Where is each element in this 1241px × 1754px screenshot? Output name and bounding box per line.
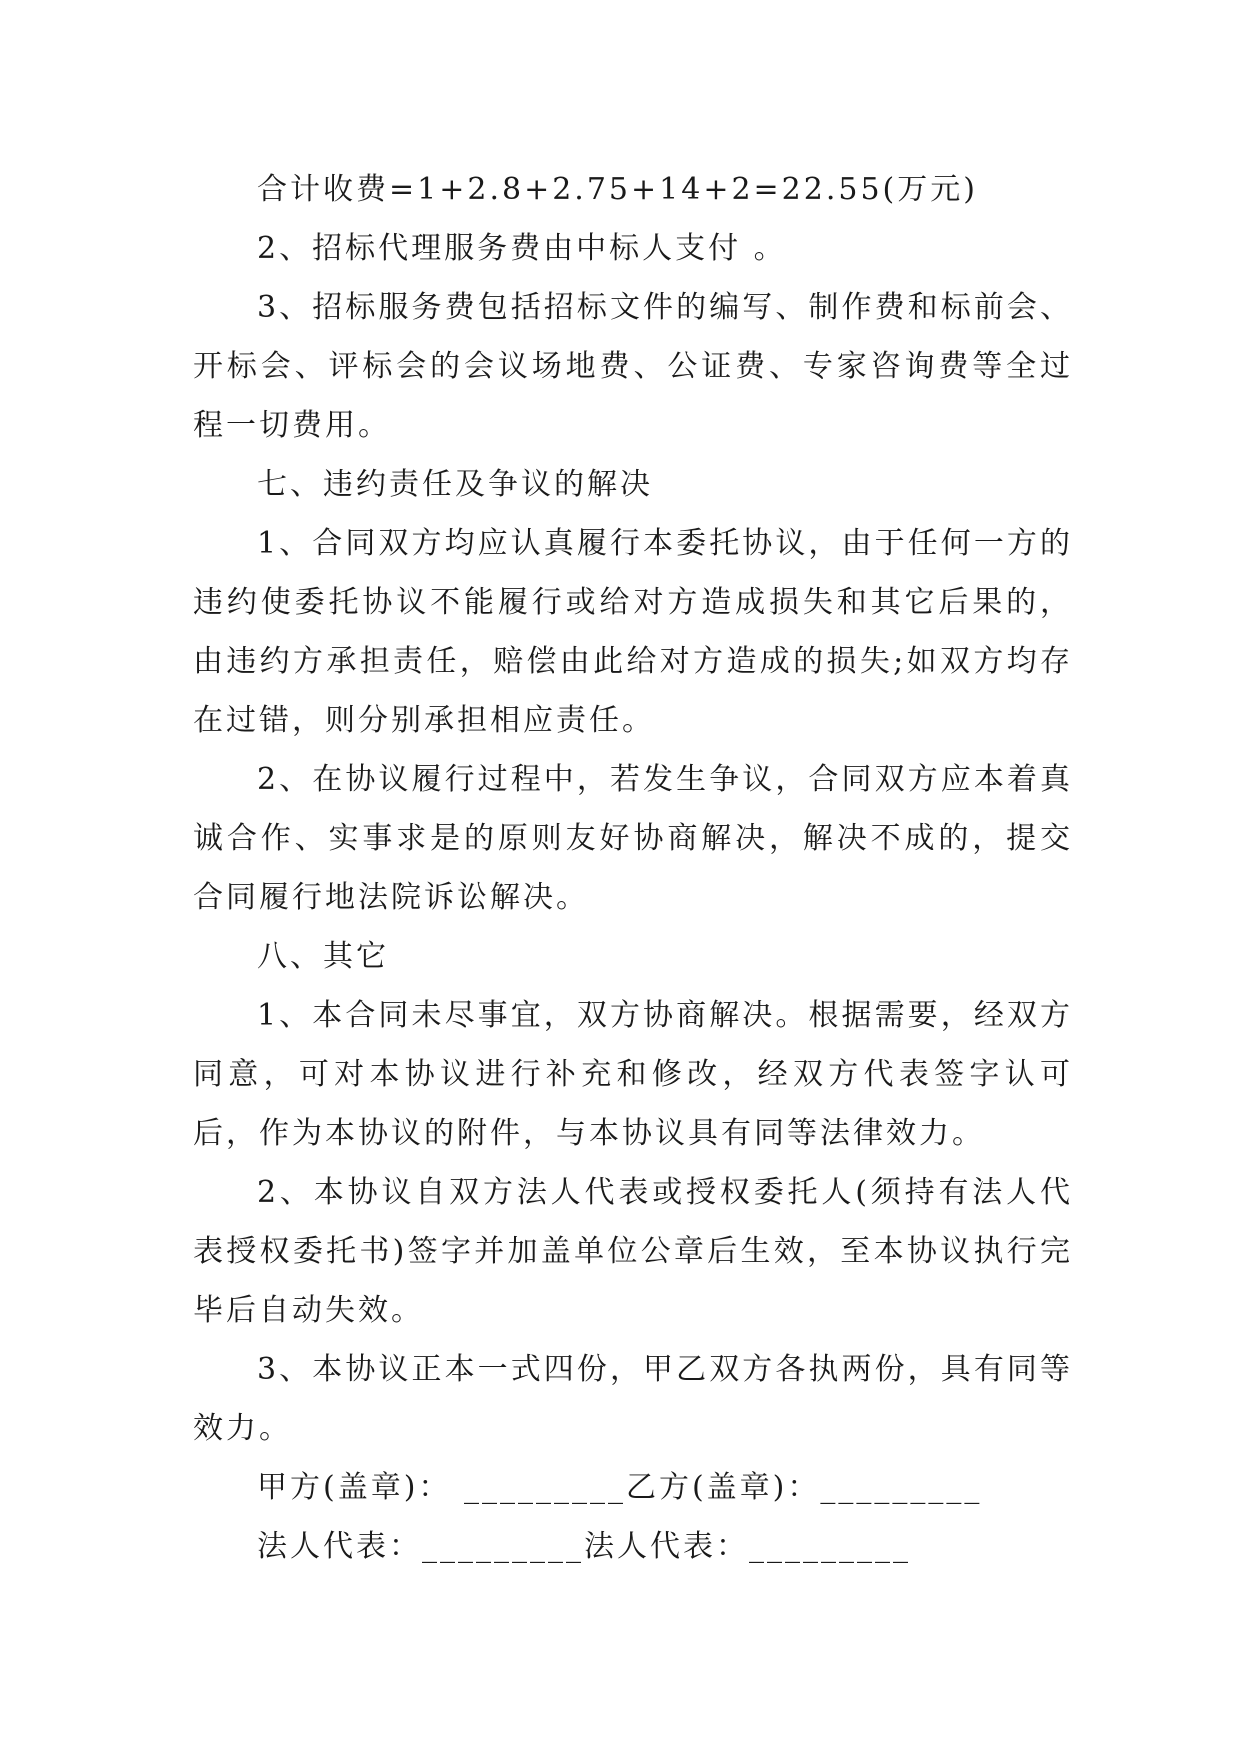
clause-paragraph: 3、本协议正本一式四份，甲乙双方各执两份，具有同等效力。: [193, 1352, 1073, 1446]
party-a-rep-blank: _________: [422, 1529, 584, 1564]
signature-line-representative: [193, 1517, 1073, 1576]
document-body: [193, 160, 1073, 1576]
party-b-rep-blank: _________: [749, 1529, 911, 1564]
party-b-seal-label: 乙方(盖章)：: [625, 1470, 821, 1505]
party-b-rep-label: 法人代表：: [584, 1529, 749, 1564]
fee-total-line: 合计收费=1+2.8+2.75+14+2=22.55(万元): [257, 172, 978, 207]
section-heading: 七、违约责任及争议的解决: [257, 467, 653, 502]
party-a-rep-label: 法人代表：: [257, 1529, 422, 1564]
clause-paragraph: 3、招标服务费包括招标文件的编写、制作费和标前会、开标会、评标会的会议场地费、公证费、专家咨询费等全过程一切费用。: [193, 290, 1073, 443]
clause-paragraph: 2、在协议履行过程中，若发生争议，合同双方应本着真诚合作、实事求是的原则友好协商解决，解决不成的，提交合同履行地法院诉讼解决。: [193, 762, 1073, 915]
party-a-seal-label: 甲方(盖章)：: [257, 1470, 452, 1505]
clause-paragraph: 1、本合同未尽事宜，双方协商解决。根据需要，经双方同意，可对本协议进行补充和修改，经双方代表签字认可后，作为本协议的附件，与本协议具有同等法律效力。: [193, 998, 1073, 1151]
party-a-seal-blank: _________: [451, 1470, 626, 1505]
clause-paragraph: 2、招标代理服务费由中标人支付 。: [257, 231, 787, 266]
section-heading: 八、其它: [257, 939, 389, 974]
party-b-seal-blank: _________: [820, 1470, 983, 1505]
clause-paragraph: 1、合同双方均应认真履行本委托协议，由于任何一方的违约使委托协议不能履行或给对方造成损失和其它后果的，由违约方承担责任，赔偿由此给对方造成的损失;如双方均存在过错，则分别承担相应责任。: [193, 526, 1073, 738]
clause-paragraph: 2、本协议自双方法人代表或授权委托人(须持有法人代表授权委托书)签字并加盖单位公章后生效，至本协议执行完毕后自动失效。: [193, 1175, 1073, 1328]
signature-line-seal: [193, 1458, 1073, 1517]
